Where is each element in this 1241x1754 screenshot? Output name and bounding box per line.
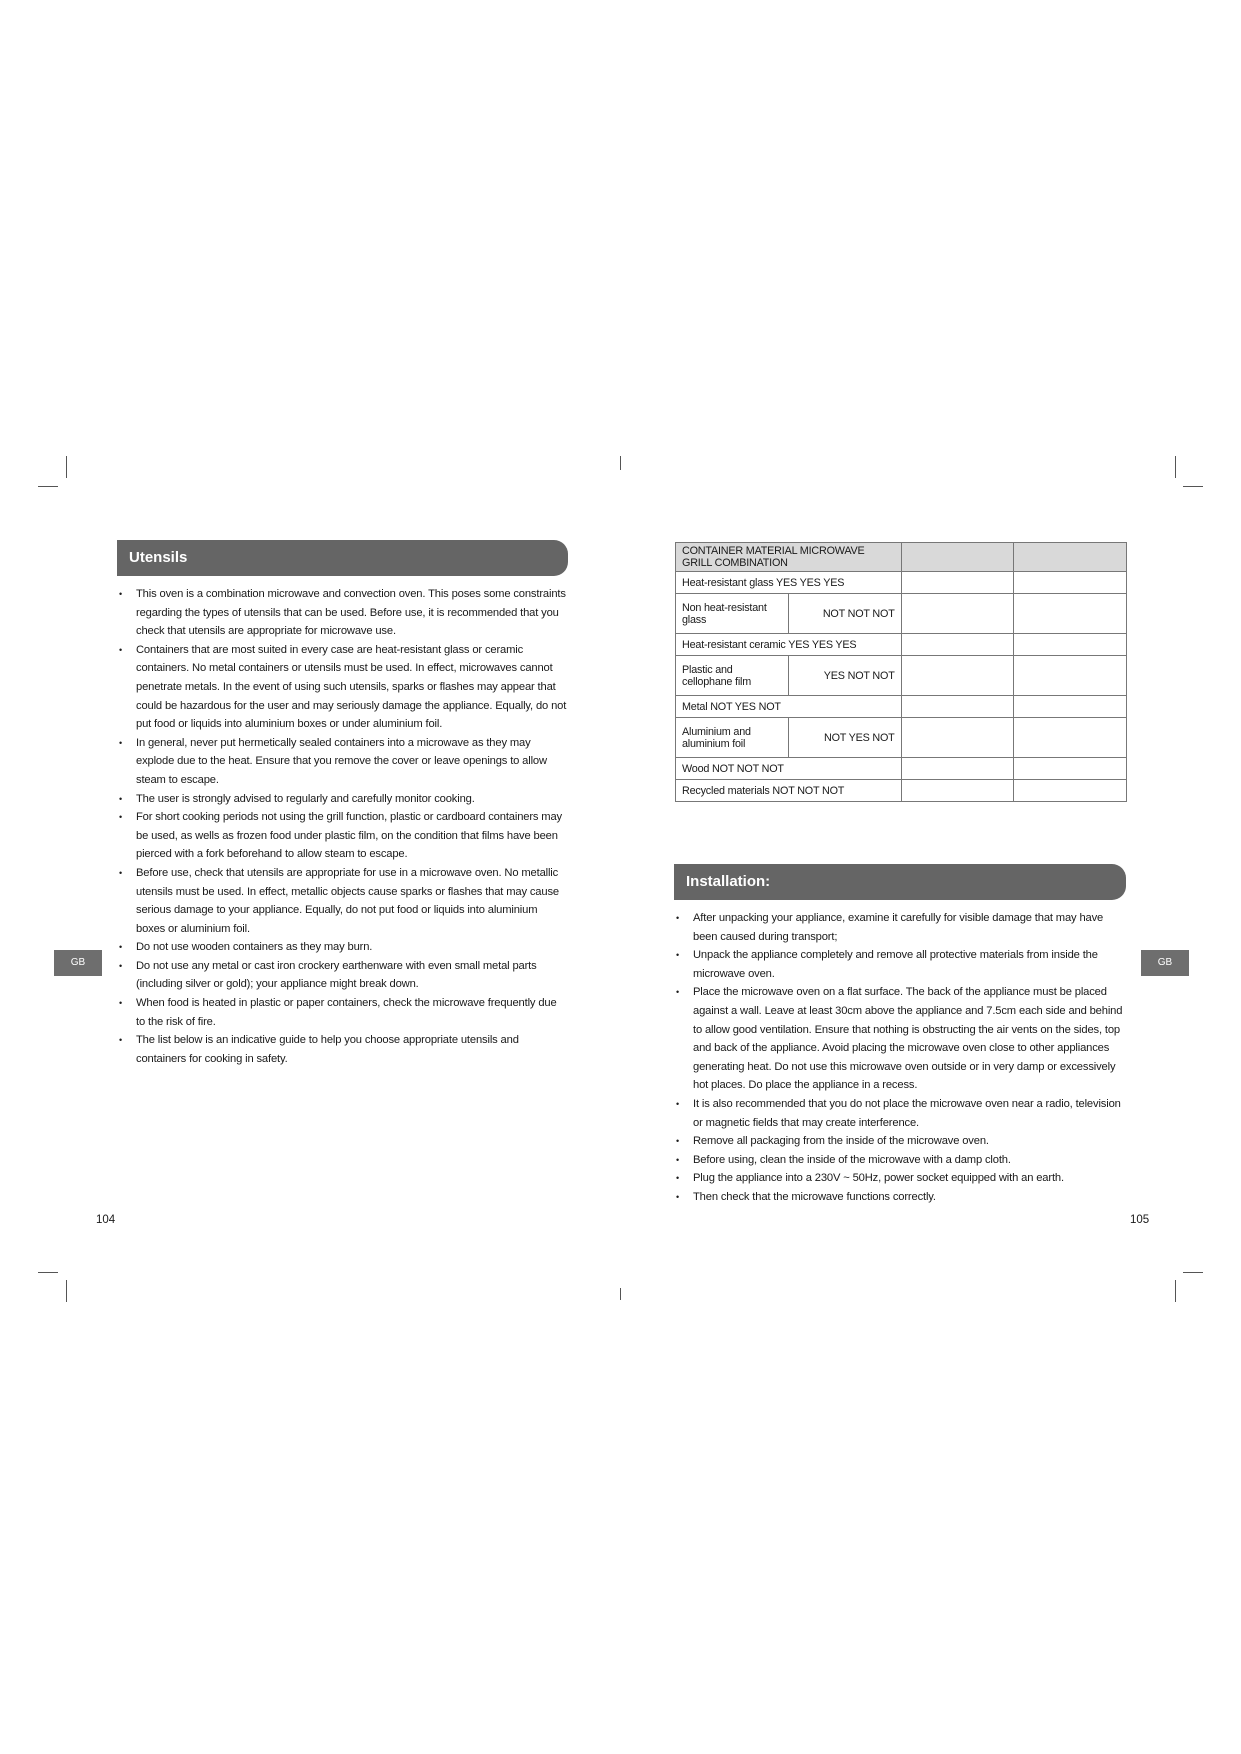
table-cell: NOT NOT NOT	[788, 594, 901, 634]
list-item: • For short cooking periods not using the grill function, plastic or cardboard containers may be used, as wells as frozen food under plastic film, on the condition that films have been pierced with a fork beforehand to allow steam to escape.	[118, 808, 568, 864]
list-item: • Remove all packaging from the inside of the microwave oven.	[675, 1132, 1127, 1151]
list-item: • This oven is a combination microwave and convection oven. This poses some constraints regarding the types of utensils that can be used. Before use, it is recommended that you check that utensils are appropriate for microwave use.	[118, 585, 568, 641]
table-header: CONTAINER MATERIAL MICROWAVE GRILL COMBINATION	[676, 543, 902, 572]
list-item: • Containers that are most suited in every case are heat-resistant glass or ceramic containers. No metal containers or utensils must be used. In effect, microwaves cannot penetrate metals. In the event of using such utensils, sparks or flashes may appear that could be hazardous for the user and may seriously damage the appliance. Equally, do not put food or liquids into aluminium boxes or under aluminium foil.	[118, 641, 568, 734]
table-row: Recycled materials NOT NOT NOT	[676, 780, 902, 802]
table-row: Metal NOT YES NOT	[676, 696, 902, 718]
crop-mark	[38, 1272, 58, 1273]
crop-mark	[66, 456, 67, 478]
list-item: • Then check that the microwave functions correctly.	[675, 1188, 1127, 1207]
crop-mark	[620, 456, 621, 470]
crop-mark	[1183, 486, 1203, 487]
table-cell: Non heat-resistant glass	[676, 594, 789, 634]
utensils-header: Utensils	[117, 540, 568, 576]
list-item: • Place the microwave oven on a flat surface. The back of the appliance must be placed against a wall. Leave at least 30cm above the appliance and 7.5cm each side and behind to allow good ventilation. Ensure that nothing is obstructing the air vents on the sides, top and back of the appliance. Avoid placing the microwave oven close to other appliances generating heat. Do not use this microwave oven outside or in very damp or excessively hot places. Do place the appliance in a recess.	[675, 983, 1127, 1095]
crop-mark	[1183, 1272, 1203, 1273]
table-row: Heat-resistant ceramic YES YES YES	[676, 634, 902, 656]
list-item: • The list below is an indicative guide to help you choose appropriate utensils and containers for cooking in safety.	[118, 1031, 568, 1068]
list-item: • Unpack the appliance completely and remove all protective materials from inside the microwave oven.	[675, 946, 1127, 983]
table-cell: NOT YES NOT	[788, 718, 901, 758]
list-item: • When food is heated in plastic or paper containers, check the microwave frequently due to the risk of fire.	[118, 994, 568, 1031]
list-item: • After unpacking your appliance, examine it carefully for visible damage that may have been caused during transport;	[675, 909, 1127, 946]
list-item: • Do not use any metal or cast iron crockery earthenware with even small metal parts (including silver or gold); your appliance might break down.	[118, 957, 568, 994]
language-tab: GB	[54, 950, 102, 976]
installation-list	[675, 909, 1127, 1207]
list-item: • Before use, check that utensils are appropriate for use in a microwave oven. No metallic utensils must be used. In effect, metallic objects cause sparks or flashes that may cause serious damage to your appliance. Equally, do not put food or liquids into aluminium boxes or aluminium foil.	[118, 864, 568, 938]
container-material-table	[675, 542, 1127, 802]
page-number: 104	[96, 1214, 116, 1226]
page-number: 105	[1130, 1214, 1150, 1226]
list-item: • Before using, clean the inside of the microwave with a damp cloth.	[675, 1151, 1127, 1170]
list-item: • In general, never put hermetically sealed containers into a microwave as they may explode due to the heat. Ensure that you remove the cover or leave openings to allow steam to escape.	[118, 734, 568, 790]
table-row: Heat-resistant glass YES YES YES	[676, 572, 902, 594]
list-item: • Do not use wooden containers as they may burn.	[118, 938, 568, 957]
crop-mark	[66, 1280, 67, 1302]
language-tab: GB	[1141, 950, 1189, 976]
utensils-list	[118, 585, 568, 1068]
list-item: • Plug the appliance into a 230V ~ 50Hz, power socket equipped with an earth.	[675, 1169, 1127, 1188]
table-row: Wood NOT NOT NOT	[676, 758, 902, 780]
list-item: • It is also recommended that you do not place the microwave oven near a radio, television or magnetic fields that may create interference.	[675, 1095, 1127, 1132]
crop-mark	[620, 1288, 621, 1300]
crop-mark	[1175, 456, 1176, 478]
installation-header: Installation:	[674, 864, 1126, 900]
table-cell: Aluminium and aluminium foil	[676, 718, 789, 758]
table-cell: Plastic and cellophane film	[676, 656, 789, 696]
crop-mark	[1175, 1280, 1176, 1302]
crop-mark	[38, 486, 58, 487]
table-cell: YES NOT NOT	[788, 656, 901, 696]
list-item: • The user is strongly advised to regularly and carefully monitor cooking.	[118, 790, 568, 809]
